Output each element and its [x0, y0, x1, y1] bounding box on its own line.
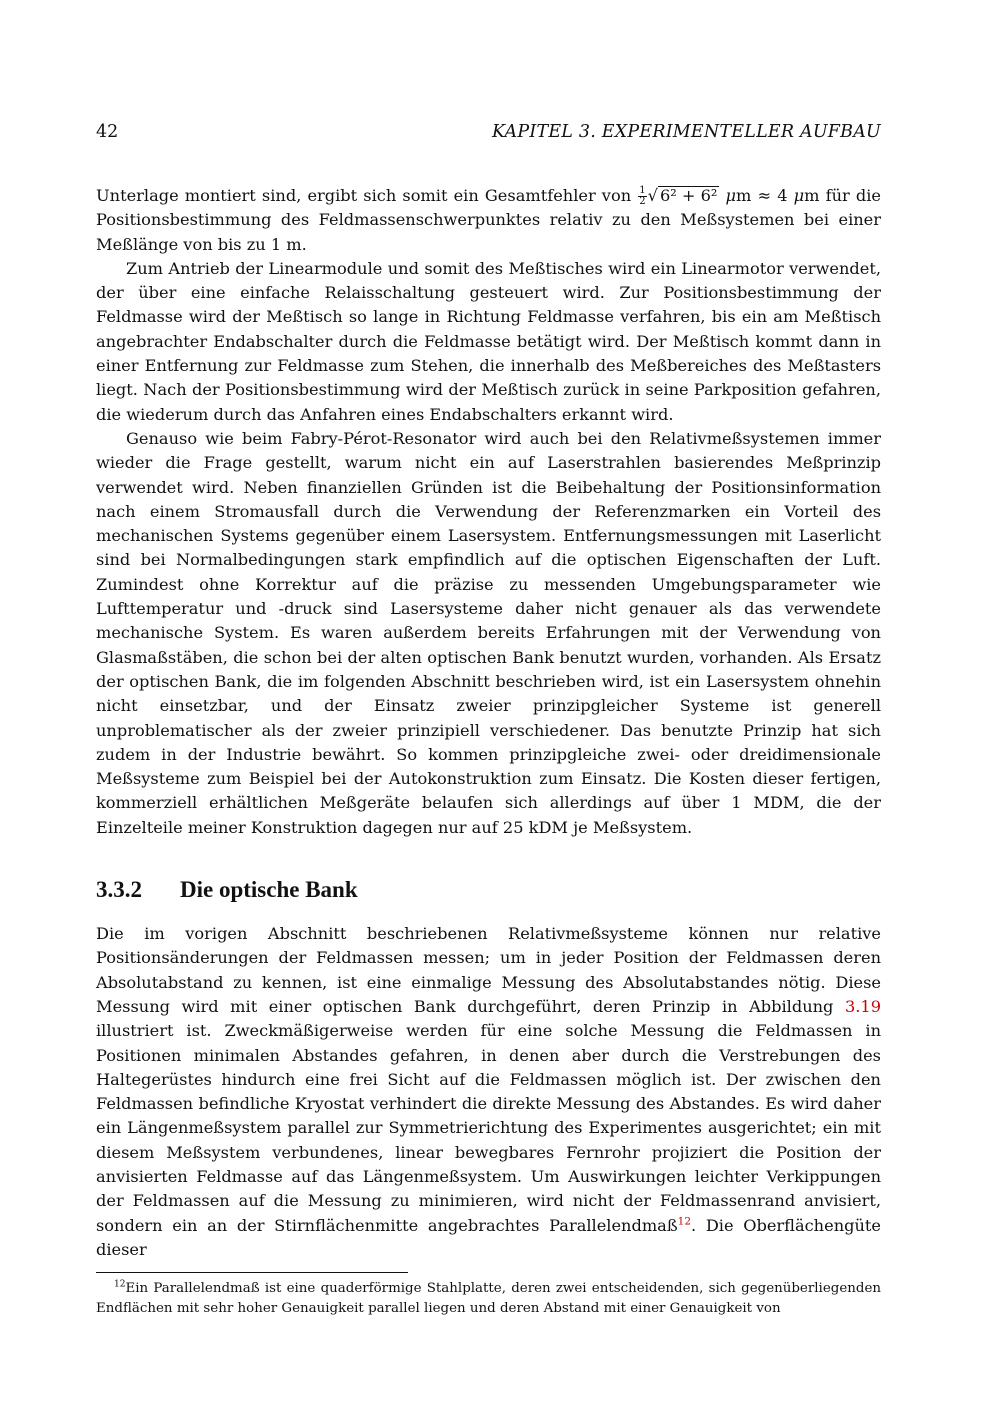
unit-mu-1: μ — [725, 186, 737, 205]
figure-reference-link[interactable]: 3.19 — [844, 996, 881, 1016]
footnote — [96, 1279, 881, 1318]
paragraph-1-text-start: Unterlage montiert sind, ergibt sich somit ein Gesamtfehler von — [96, 186, 638, 205]
page — [96, 120, 881, 1318]
fraction-numerator: 1 — [639, 185, 646, 196]
sqrt-sign: √ — [647, 186, 658, 205]
fraction-one-half — [638, 186, 646, 207]
unit-1-rest: m ≈ 4 — [736, 186, 794, 205]
paragraph-2: Zum Antrieb der Linearmodule und somit des Meßtisches wird ein Linearmotor verwendet, der über eine einfache Relaisschaltung gesteuert wird. Zur Positionsbestimmung der Feldmasse wird der Meßtisch so lange in Richtung Feldmasse verfahren, bis ein am Meßtisch angebrachter Endabschalter durch die Feldmasse betätigt wird. Der Meßtisch kommt dann in einer Entfernung zur Feldmasse zum Stehen, die innerhalb des Meßbereiches des Meßtasters liegt. Nach der Positionsbestimmung wird der Meßtisch zurück in seine Parkposition gefahren, die wiederum durch das Anfahren eines Endabschalters erkannt wird. — [96, 258, 881, 424]
footnote-divider — [96, 1272, 408, 1273]
paragraph-4-part-3: . Die Oberflächengüte dieser — [96, 1215, 881, 1259]
section-number: 3.3.2 — [96, 877, 142, 903]
fraction-denominator: 2 — [639, 196, 646, 207]
footnote-number: 12 — [114, 1279, 126, 1290]
running-head — [96, 120, 881, 144]
unit-mu-2: μ — [793, 186, 805, 205]
paragraph-3: Genauso wie beim Fabry-Pérot-Resonator wird auch bei den Relativmeßsystemen immer wieder die Frage gestellt, warum nicht ein auf Laserstrahlen basierendes Meßprinzip verwendet wird. Neben finanziellen Gründen ist die Beibehaltung der Positionsinformation nach einem Stromausfall durch die Verwendung der Referenzmarken ein Vorteil des mechanischen Systems gegenüber einem Lasersystem. Entfernungsmessungen mit Laserlicht sind bei Normalbedingungen stark empfindlich auf die optischen Eigenschaften der Luft. Zumindest ohne Korrektur auf die präzise zu messenden Umgebungsparameter wie Lufttemperatur und -druck sind Lasersysteme daher nicht genauer als das verwendete mechanische System. Es waren außerdem bereits Erfahrungen mit der Verwendung von Glasmaßstäben, die schon bei der alten optischen Bank benutzt wurden, vorhanden. Als Ersatz der optischen Bank, die im folgenden Abschnitt beschrieben wird, ist ein Lasersystem ohnehin nicht einsetzbar, und der Einsatz zweier prinzipgleicher Systeme ist generell unproblematischer als der zweier prinzipiell verschiedener. Das benutzte Prinzip hat sich zudem in der Industrie bewährt. So kommen prinzipgleiche zwei- oder dreidimensionale Meßsysteme zum Beispiel bei der Autokonstruktion zum Einsatz. Die Kosten dieser fertigen, kommerziell erhältlichen Meßgeräte belaufen sich allerdings auf über 1 MDM, die der Einzelteile meiner Konstruktion dagegen nur auf 25 kDM je Meßsystem. — [96, 428, 881, 837]
footnote-reference-link[interactable]: 12 — [677, 1215, 692, 1228]
section-title: Die optische Bank — [180, 877, 358, 903]
paragraph-4-part-1: Die im vorigen Abschnitt beschriebenen Relativmeßsysteme können nur relative Positionsänderungen der Feldmassen messen; um in jeder Position der Feldmassen deren Absolutabstand zu kennen, ist eine einmalige Messung des Absolutabstandes nötig. Diese Messung wird mit einer optischen Bank durchgeführt, deren Prinzip in Abbildung — [96, 924, 881, 1016]
chapter-heading: KAPITEL 3. EXPERIMENTELLER AUFBAU — [491, 122, 881, 142]
paragraph-1-text-end: m für die Positionsbestimmung des Feldmassenschwerpunktes relativ zu den Meßsystemen bei einer Meßlänge von bis zu 1 m. — [96, 186, 881, 254]
paragraph-4-part-2: illustriert ist. Zweckmäßigerweise werden für eine solche Messung die Feldmassen in Positionen minimalen Abstandes gefahren, in denen aber durch die Verstrebungen des Haltegerüstes hindurch eine frei Sicht auf die Feldmassen möglich ist. Der zwischen den Feldmassen befindliche Kryostat verhindert die direkte Messung des Abstandes. Es wird daher ein Längenmeßsystem parallel zur Symmetrierichtung des Experimentes ausgerichtet; ein mit diesem Meßsystem verbundenes, linear bewegbares Fernrohr projiziert die Position der anvisierten Feldmasse auf das Längenmeßsystem. Um Auswirkungen leichter Verkippungen der Feldmassen auf die Messung zu minimieren, wird nicht der Feldmassenrand anvisiert, sondern ein an der Stirnflächenmitte angebrachtes Parallelendmaß — [96, 1021, 881, 1235]
page-number: 42 — [96, 122, 119, 142]
sqrt-content: 6² + 6² — [659, 186, 718, 205]
paragraph-4 — [96, 922, 881, 1262]
section-heading — [96, 876, 881, 904]
footnote-text: Ein Parallelendmaß ist eine quaderförmige Stahlplatte, deren zwei entscheidenden, sich gegenüberliegenden Endflächen mit sehr hoher Genauigkeit parallel liegen und deren Abstand mit einer Genauigkeit von — [96, 1281, 881, 1316]
paragraph-1 — [96, 184, 881, 257]
